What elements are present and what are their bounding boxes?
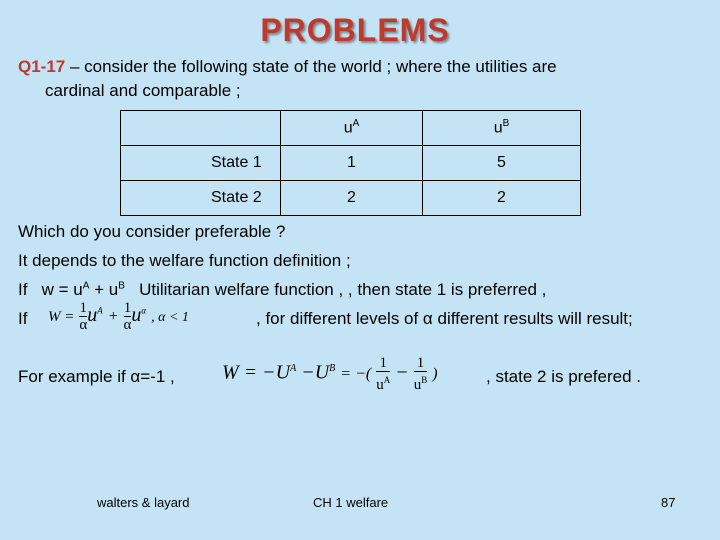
example-welfare-formula: $W = -U^A -U^B$ = −( $\frac{1}{u^A}$ − $\frac{1}{u^B}$ ) bbox=[222, 355, 438, 393]
question-block bbox=[18, 55, 708, 103]
utility-table bbox=[120, 110, 581, 216]
table-row bbox=[121, 146, 581, 181]
utilitarian-line: If $w = u^A + u^B$ Utilitarian welfare function , , then state 1 is preferred , bbox=[18, 280, 547, 299]
if-prefix: If bbox=[18, 309, 28, 328]
page-number: 87 bbox=[661, 495, 676, 510]
slide-title: PROBLEMS bbox=[260, 12, 450, 48]
question-id: Q1-17 bbox=[18, 57, 66, 76]
question-preferable: Which do you consider preferable ? bbox=[18, 222, 286, 241]
question-text-line1: – consider the following state of the world ; where the utilities are bbox=[65, 57, 557, 76]
table-header-cell bbox=[121, 111, 281, 146]
footer-chapter: CH 1 welfare bbox=[313, 495, 389, 510]
table-cell: State 2 bbox=[121, 181, 281, 216]
table-header-row bbox=[121, 111, 581, 146]
table-cell: 2 bbox=[423, 181, 581, 216]
alpha-results-text: , for different levels of α different results will result; bbox=[256, 309, 633, 328]
table-cell: 1 bbox=[281, 146, 423, 181]
table-header-cell: $u^B$ bbox=[423, 111, 581, 146]
footer-author: walters & layard bbox=[97, 495, 190, 510]
table-cell: 2 bbox=[281, 181, 423, 216]
table-cell: State 1 bbox=[121, 146, 281, 181]
cardinal-welfare-formula: W = $\frac{1}{\alpha}$ $u^A$ + $\frac{1}{\alpha}$ $u^\alpha$ , α < 1 bbox=[48, 300, 189, 333]
table-header-cell: $u^A$ bbox=[281, 111, 423, 146]
welfare-definition-text: It depends to the welfare function definition ; bbox=[18, 251, 351, 270]
table-row bbox=[121, 181, 581, 216]
table-cell: 5 bbox=[423, 146, 581, 181]
example-conclusion: , state 2 is prefered . bbox=[486, 367, 641, 386]
example-prefix: For example if α=-1 , bbox=[18, 367, 175, 386]
question-text-line2: cardinal and comparable ; bbox=[45, 81, 241, 100]
